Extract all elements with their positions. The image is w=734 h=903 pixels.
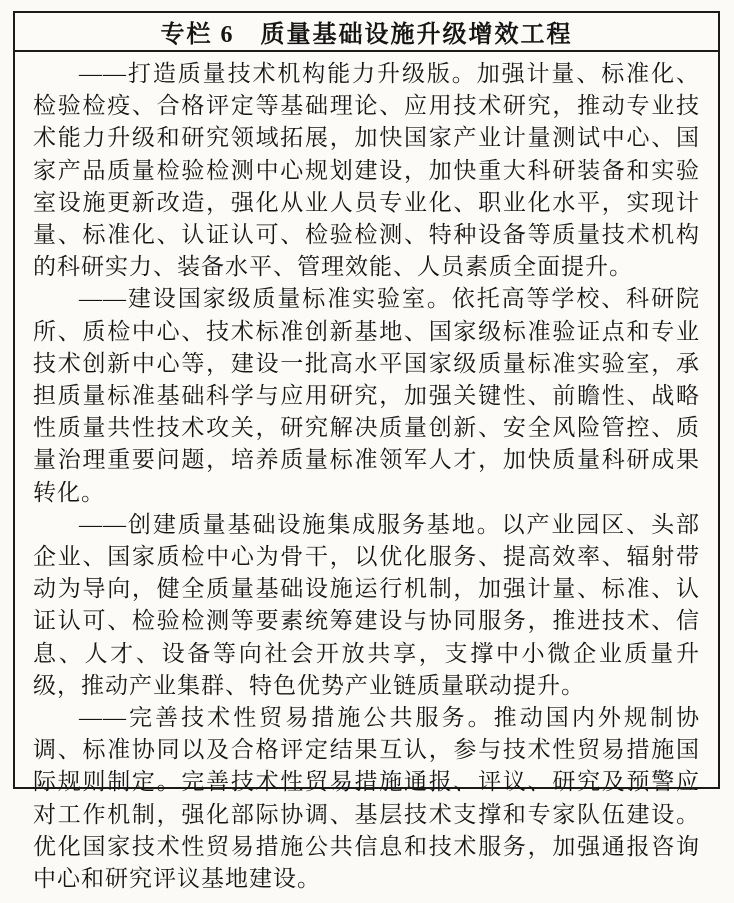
paragraph-national-quality-standard-labs: ——建设国家级质量标准实验室。依托高等学校、科研院所、质检中心、技术标准创新基地、国家级标准验证点和专业技术创新中心等，建设一批高水平国家级质量标准实验室，承担质量标准基础科学与应用研究，加强关键性、前瞻性、战略性质量共性技术攻关，研究解决质量创新、安全风险管控、质量治理重要问题，培养质量标准领军人才，加快质量科研成果转化。 xyxy=(33,286,700,505)
paragraph-quality-tech-institutions: ——打造质量技术机构能力升级版。加强计量、标准化、检验检疫、合格评定等基础理论、应用技术研究，推动专业技术能力升级和研究领域拓展，加快国家产业计量测试中心、国家产品质量检验检测中心规划建设，加快重大科研装备和实验室设施更新改造，强化从业人员专业化、职业化水平，实现计量、标准化、认证认可、检验检测、特种设备等质量技术机构的科研实力、装备水平、管理效能、人员素质全面提升。 xyxy=(33,61,700,280)
paragraph-integrated-service-bases: ——创建质量基础设施集成服务基地。以产业园区、头部企业、国家质检中心为骨干，以优化服务、提高效率、辐射带动为导向，健全质量基础设施运行机制，加强计量、标准、认证认可、检验检测等要素统筹建设与协同服务，推进技术、信息、人才、设备等向社会开放共享，支撑中小微企业质量升级，推动产业集群、特色优势产业链质量联动提升。 xyxy=(33,511,700,698)
column-panel xyxy=(13,11,720,892)
panel-body xyxy=(15,52,718,903)
paragraph-technical-trade-measures: ——完善技术性贸易措施公共服务。推动国内外规制协调、标准协同以及合格评定结果互认，参与技术性贸易措施国际规则制定。完善技术性贸易措施通报、评议、研究及预警应对工作机制，强化部际协调、基层技术支撑和专家队伍建设。优化国家技术性贸易措施公共信息和技术服务，加强通报咨询中心和研究评议基地建设。 xyxy=(33,705,700,892)
panel-title: 专栏 6 质量基础设施升级增效工程 xyxy=(15,13,718,52)
